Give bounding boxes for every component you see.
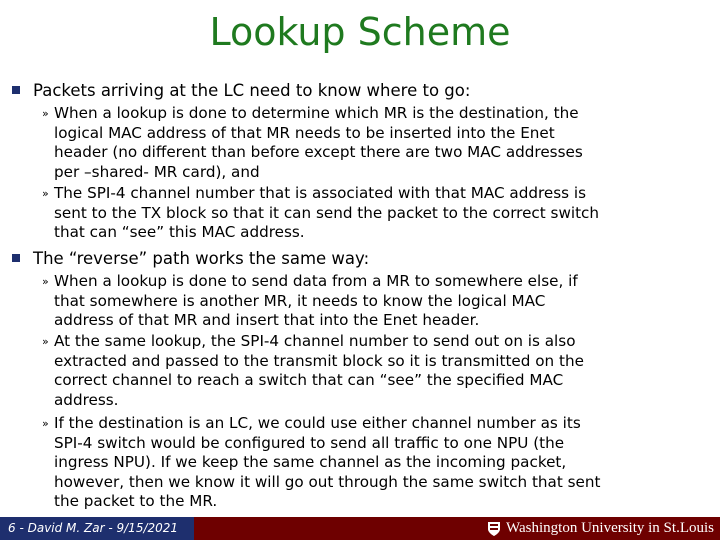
sub-bullet-text: When a lookup is done to determine which MR is the destination, the logical MAC address of that MR needs to be inserted into the Enet header (no different than before except there are two MAC addresses per –shared- MR card), and	[54, 104, 583, 181]
double-chevron-icon: »	[42, 275, 49, 288]
footer-left-panel	[0, 517, 194, 540]
sub-bullet-text: If the destination is an LC, we could use either channel number as its SPI-4 switch would be configured to send all traffic to one NPU (the ingress NPU). If we keep the same channel as the incoming packet, however, then we know it will go out through the same switch that sent the packet to the MR.	[54, 414, 601, 511]
shield-icon	[487, 521, 501, 537]
bullet-text: The “reverse” path works the same way:	[33, 249, 370, 268]
sub-bullet-item	[42, 414, 712, 512]
sub-bullet-item	[42, 184, 712, 243]
sub-bullet-text: At the same lookup, the SPI-4 channel number to send out on is also extracted and passed to the transmit block so it is transmitted on the correct channel to reach a switch that can “see” the specified MAC address.	[54, 332, 584, 409]
sub-bullet-text: The SPI-4 channel number that is associated with that MAC address is sent to the TX block so that it can send the packet to the correct switch that can “see” this MAC address.	[54, 184, 600, 242]
university-logo	[487, 519, 714, 538]
double-chevron-icon: »	[42, 335, 49, 348]
sub-bullet-item	[42, 104, 712, 182]
slide-title: Lookup Scheme	[209, 10, 511, 54]
footer-bar	[0, 517, 720, 540]
footer-slide-info: 6 - David M. Zar - 9/15/2021	[8, 521, 179, 535]
sub-bullet-text: When a lookup is done to send data from a MR to somewhere else, if that somewhere is another MR, it needs to know the logical MAC address of that MR and insert that into the Enet header.	[54, 272, 578, 330]
square-bullet-icon	[12, 86, 20, 94]
sub-bullet-item	[42, 272, 712, 331]
sub-bullet-item	[42, 332, 712, 410]
square-bullet-icon	[12, 254, 20, 262]
bullet-text: Packets arriving at the LC need to know where to go:	[33, 81, 471, 100]
double-chevron-icon: »	[42, 417, 49, 430]
double-chevron-icon: »	[42, 107, 49, 120]
university-logo-text: Washington University in St.Louis	[506, 520, 714, 536]
double-chevron-icon: »	[42, 187, 49, 200]
